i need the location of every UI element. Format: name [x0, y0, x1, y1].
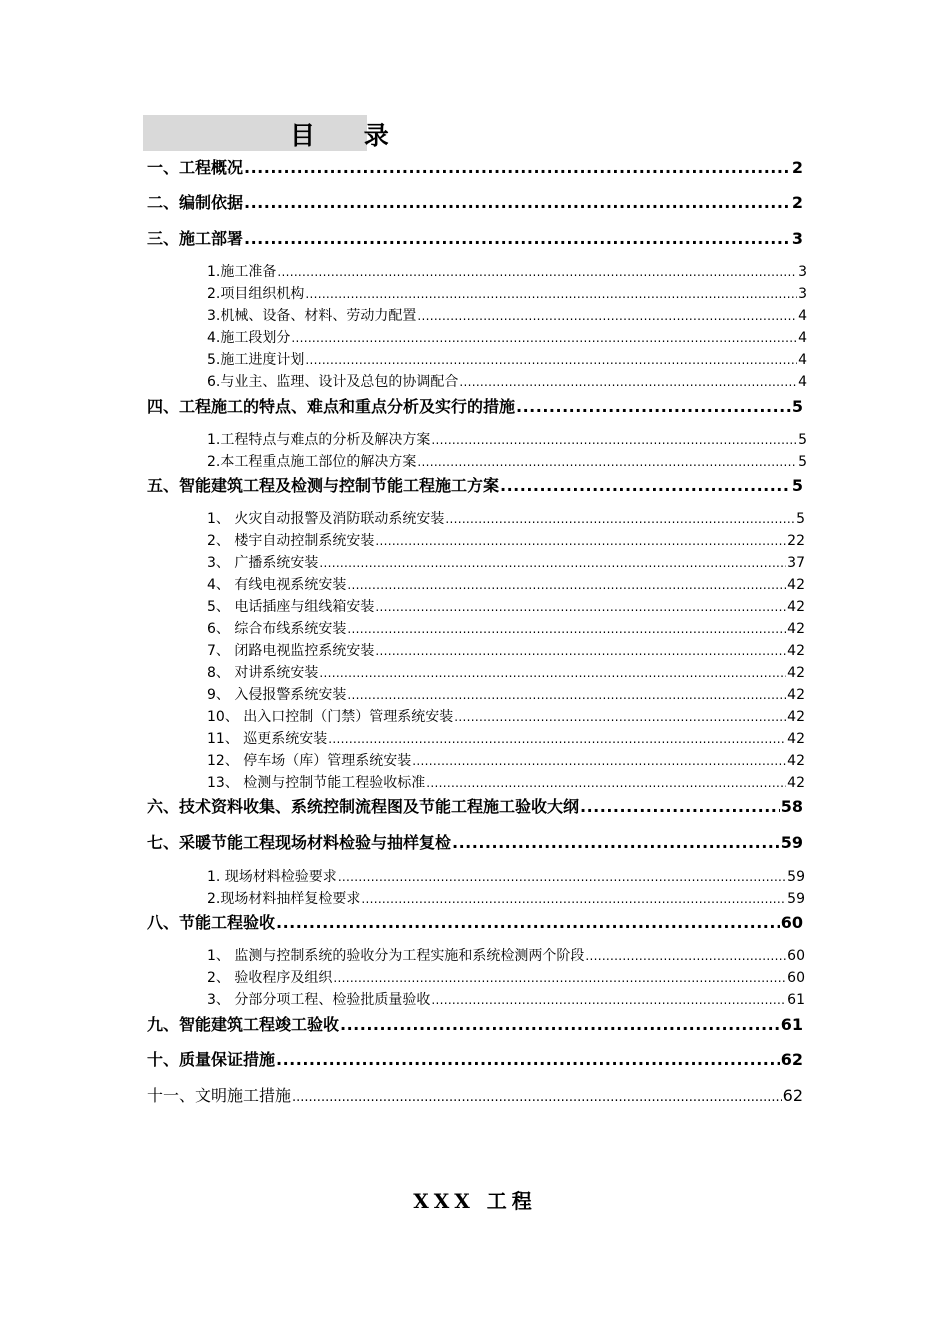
toc-page-number: 42 — [787, 753, 805, 769]
toc-page-number: 42 — [787, 577, 805, 593]
toc-page-number: 42 — [787, 665, 805, 681]
toc-subentry[interactable] — [207, 866, 805, 886]
toc-subentry[interactable] — [207, 888, 805, 908]
toc-subentry[interactable] — [207, 283, 807, 303]
toc-entry-label: 七、采暖节能工程现场材料检验与抽样复检 — [147, 833, 452, 852]
toc-entry[interactable] — [147, 473, 803, 495]
leader-dots — [319, 556, 786, 570]
toc-subentry[interactable] — [207, 261, 807, 281]
toc-page-number: 61 — [787, 992, 805, 1008]
toc-subentry[interactable] — [207, 552, 805, 572]
toc-entry-label: 2.本工程重点施工部位的解决方案 — [207, 454, 417, 470]
leader-dots — [338, 870, 786, 884]
toc-entry[interactable] — [147, 1083, 803, 1105]
toc-subentry[interactable] — [207, 945, 805, 965]
toc-entry-label: 13、 检测与控制节能工程验收标准 — [207, 775, 426, 791]
toc-page-number: 5 — [798, 432, 807, 448]
toc-entry-label: 一、工程概况 — [147, 158, 244, 177]
toc-entry-label: 6.与业主、监理、设计及总包的协调配合 — [207, 374, 459, 390]
toc-entry-label: 二、编制依据 — [147, 193, 244, 212]
leader-dots — [244, 158, 791, 177]
toc-entry[interactable] — [147, 1047, 803, 1069]
toc-subentry[interactable] — [207, 371, 807, 391]
toc-entry-label: 4、 有线电视系统安装 — [207, 577, 347, 593]
leader-dots — [291, 331, 797, 345]
leader-dots — [361, 892, 786, 906]
leader-dots — [445, 512, 795, 526]
toc-subentry[interactable] — [207, 640, 805, 660]
leader-dots — [459, 375, 797, 389]
toc-entry-label: 7、 闭路电视监控系统安装 — [207, 643, 375, 659]
toc-subentry[interactable] — [207, 451, 807, 471]
toc-subentry[interactable] — [207, 574, 805, 594]
toc-entry[interactable] — [147, 155, 803, 177]
toc-entry-label: 1.施工准备 — [207, 264, 277, 280]
leader-dots — [375, 600, 786, 614]
toc-entry-label: 2.项目组织机构 — [207, 286, 305, 302]
leader-dots — [305, 353, 797, 367]
toc-page-number: 42 — [787, 599, 805, 615]
toc-entry-label: 6、 综合布线系统安装 — [207, 621, 347, 637]
leader-dots — [375, 644, 786, 658]
toc-page-number: 42 — [787, 687, 805, 703]
toc-entry[interactable] — [147, 830, 803, 852]
toc-entry-label: 5、 电话插座与组线箱安装 — [207, 599, 375, 615]
leader-dots — [340, 1015, 780, 1034]
leader-dots — [244, 193, 791, 212]
toc-entry[interactable] — [147, 226, 803, 248]
toc-page-number: 58 — [780, 797, 803, 816]
leader-dots — [454, 710, 786, 724]
toc-entry-label: 三、施工部署 — [147, 229, 244, 248]
toc-page-number: 59 — [787, 891, 805, 907]
toc-subentry[interactable] — [207, 508, 805, 528]
toc-page-number: 59 — [787, 869, 805, 885]
leader-dots — [319, 666, 786, 680]
toc-entry-label: 2、 楼宇自动控制系统安装 — [207, 533, 375, 549]
toc-entry-label: 9、 入侵报警系统安装 — [207, 687, 347, 703]
toc-subentry[interactable] — [207, 662, 805, 682]
toc-page-number: 3 — [791, 229, 803, 248]
toc-entry-label: 5.施工进度计划 — [207, 352, 305, 368]
toc-entry-label: 九、智能建筑工程竣工验收 — [147, 1015, 340, 1034]
toc-subentry[interactable] — [207, 429, 807, 449]
leader-dots — [333, 971, 786, 985]
toc-subentry[interactable] — [207, 327, 807, 347]
leader-dots — [276, 1050, 780, 1069]
toc-page-number: 59 — [780, 833, 803, 852]
toc-subentry[interactable] — [207, 728, 805, 748]
toc-entry-label: 12、 停车场（库）管理系统安装 — [207, 753, 412, 769]
leader-dots — [347, 622, 786, 636]
leader-dots — [417, 455, 797, 469]
toc-page-number: 42 — [787, 709, 805, 725]
toc-entry-label: 11、 巡更系统安装 — [207, 731, 328, 747]
leader-dots — [347, 578, 786, 592]
leader-dots — [580, 797, 780, 816]
toc-entry[interactable] — [147, 1012, 803, 1034]
toc-subentry[interactable] — [207, 349, 807, 369]
leader-dots — [500, 476, 791, 495]
leader-dots — [516, 397, 791, 416]
toc-subentry[interactable] — [207, 530, 805, 550]
toc-page-number: 60 — [787, 948, 805, 964]
toc-page-number: 22 — [787, 533, 805, 549]
toc-entry-label: 十、质量保证措施 — [147, 1050, 276, 1069]
toc-page-number: 42 — [787, 731, 805, 747]
toc-entry-label: 8、 对讲系统安装 — [207, 665, 319, 681]
toc-subentry[interactable] — [207, 596, 805, 616]
toc-entry[interactable] — [147, 394, 803, 416]
toc-page-number: 5 — [798, 454, 807, 470]
leader-dots — [347, 688, 786, 702]
toc-entry[interactable] — [147, 190, 803, 212]
toc-page-number: 4 — [798, 374, 807, 390]
leader-dots — [292, 1090, 782, 1105]
toc-subentry[interactable] — [207, 772, 805, 792]
leader-dots — [431, 433, 797, 447]
toc-page-number: 5 — [796, 511, 805, 527]
leader-dots — [585, 949, 786, 963]
document-footer-title: XXX 工程 — [413, 1189, 537, 1213]
leader-dots — [375, 534, 786, 548]
toc-page-number: 42 — [787, 621, 805, 637]
toc-page-number: 4 — [798, 330, 807, 346]
toc-page-number: 42 — [787, 643, 805, 659]
toc-entry-label: 3、 分部分项工程、检验批质量验收 — [207, 992, 431, 1008]
toc-entry[interactable] — [147, 794, 803, 816]
toc-page-number: 62 — [780, 1050, 803, 1069]
toc-entry-label: 四、工程施工的特点、难点和重点分析及实行的措施 — [147, 397, 516, 416]
toc-page-number: 2 — [791, 193, 803, 212]
toc-subentry[interactable] — [207, 706, 805, 726]
leader-dots — [244, 229, 791, 248]
toc-entry-label: 六、技术资料收集、系统控制流程图及节能工程施工验收大纲 — [147, 797, 580, 816]
toc-page-number: 3 — [798, 264, 807, 280]
toc-page-number: 37 — [787, 555, 805, 571]
toc-entry-label: 2、 验收程序及组织 — [207, 970, 333, 986]
toc-entry-label: 五、智能建筑工程及检测与控制节能工程施工方案 — [147, 476, 500, 495]
toc-page-number: 62 — [782, 1086, 803, 1105]
toc-page-number: 2 — [791, 158, 803, 177]
toc-entry-label: 3、 广播系统安装 — [207, 555, 319, 571]
leader-dots — [417, 309, 797, 323]
leader-dots — [452, 833, 780, 852]
toc-entry-label: 八、节能工程验收 — [147, 913, 276, 932]
toc-subentry[interactable] — [207, 967, 805, 987]
toc-entry-label: 4.施工段划分 — [207, 330, 291, 346]
toc-page-number: 5 — [791, 397, 803, 416]
leader-dots — [277, 265, 797, 279]
toc-page-number: 3 — [798, 286, 807, 302]
leader-dots — [426, 776, 786, 790]
toc-entry-label: 3.机械、设备、材料、劳动力配置 — [207, 308, 417, 324]
leader-dots — [412, 754, 786, 768]
toc-page-number: 5 — [791, 476, 803, 495]
toc-page-number: 61 — [780, 1015, 803, 1034]
toc-page-number: 60 — [787, 970, 805, 986]
toc-subentry[interactable] — [207, 305, 807, 325]
toc-page-number: 4 — [798, 352, 807, 368]
leader-dots — [276, 913, 780, 932]
toc-entry-label: 1、 监测与控制系统的验收分为工程实施和系统检测两个阶段 — [207, 948, 585, 964]
toc-subentry[interactable] — [207, 750, 805, 770]
leader-dots — [328, 732, 786, 746]
toc-subentry[interactable] — [207, 989, 805, 1009]
toc-entry-label: 1.工程特点与难点的分析及解决方案 — [207, 432, 431, 448]
toc-entry-label: 1、 火灾自动报警及消防联动系统安装 — [207, 511, 445, 527]
toc-page-number: 42 — [787, 775, 805, 791]
toc-entry[interactable] — [147, 910, 803, 932]
leader-dots — [305, 287, 797, 301]
toc-page-number: 60 — [780, 913, 803, 932]
toc-entry-label: 1. 现场材料检验要求 — [207, 869, 337, 885]
toc-entry-label: 10、 出入口控制（门禁）管理系统安装 — [207, 709, 454, 725]
toc-page-number: 4 — [798, 308, 807, 324]
toc-entry-label: 2.现场材料抽样复检要求 — [207, 891, 361, 907]
toc-subentry[interactable] — [207, 684, 805, 704]
toc-subentry[interactable] — [207, 618, 805, 638]
toc-entry-label: 十一、文明施工措施 — [147, 1086, 292, 1105]
leader-dots — [431, 993, 786, 1007]
page-title: 目 录 — [290, 121, 409, 150]
